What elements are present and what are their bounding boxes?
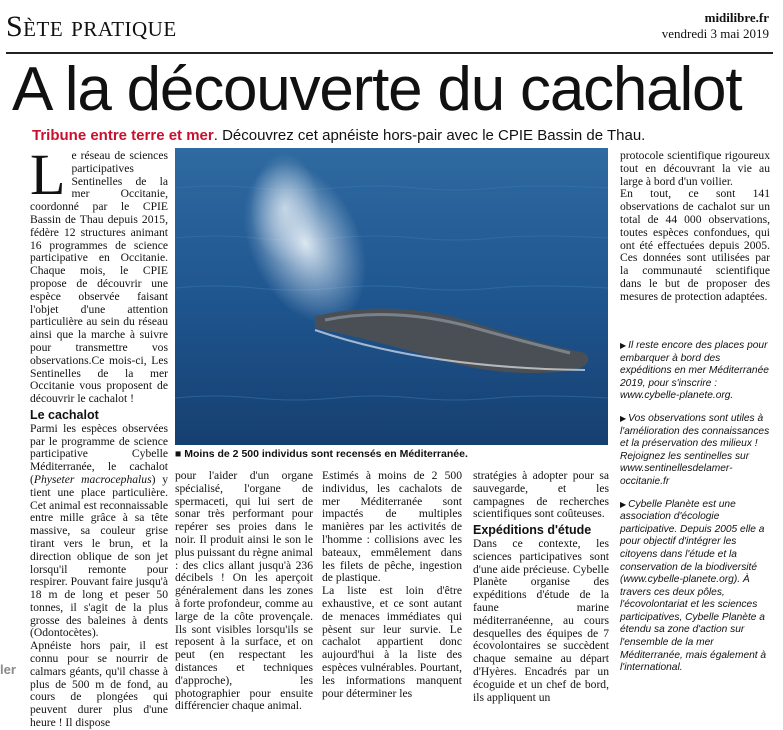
column-5 <box>620 150 770 304</box>
vulnerable-paragraph: La liste est loin d'être exhaustive, et ce sont autant de menaces immédiates qui pèsent sur leur survie. Le cachalot appartient donc aujourd'hui à la liste des espèces vulnérables. Pourtant, les informations manquent pour déterminer les <box>322 584 462 700</box>
section-heading-expeditions: Expéditions d'étude <box>473 523 592 538</box>
sidebar-notes <box>620 340 770 685</box>
spermaceti-paragraph: pour l'aider d'un organe spécialisé, l'organe de spermaceti, qui lui sert de sonar très performant pour repérer ses proies dans le noir. Il produit ainsi le son le plus puissant du règne animal : des clics allant jusqu'à 236 décibels ! On les aperçoit généralement dans les zones à forte profondeur, comme au large de la côte provençale. Ils sont visibles lorsqu'ils se reposent à la surface, et on peut (en respectant les distances et techniques d'approche), les photographier pour ensuite différencier chaque animal. <box>175 469 313 713</box>
triangle-icon: ▶ <box>620 413 627 423</box>
lede-kicker: Tribune entre terre et mer <box>32 127 214 144</box>
sidebar-note-3: ▶ Cybelle Planète est une association d'écologie participative. Depuis 2005 elle a pour objectif d'intégrer les citoyens dans l'étude et la conservation de la biodiversité (www.cybelle-planete.org). À travers ces deux pôles, l'écovolontariat et les sciences participatives, Cybelle Planète a étendu sa zone d'action sur l'ensemble de la mer Méditerranée, mais également à l'international. <box>620 498 767 674</box>
species-name: Physeter macrocephalus <box>33 472 152 486</box>
drop-cap: L <box>30 142 66 207</box>
lede <box>32 127 645 144</box>
photo-caption: ■ Moins de 2 500 individus sont recensés en Méditerranée. <box>175 448 468 460</box>
apneist-paragraph: Apnéiste hors pair, il est connu pour se nourrir de calmars géants, qu'il chasse à plus de 500 m de fond, au cours de plongées qui peuvent durer plus d'une heure ! Il dispose <box>30 639 168 730</box>
column-2 <box>175 470 313 713</box>
expeditions-paragraph: Dans ce contexte, les sciences participatives sont d'une aide précieuse. Cybelle Planète organise des expéditions d'étude de la faune marine méditerranéenne, au cours desquelles des équipes de 7 écovolontaires se succèdent chaque semaine au départ d'Hyères. Encadrés par un écoguide et un chef de bord, ils appliquent un <box>473 536 609 704</box>
sidebar-note-1: ▶ Il reste encore des places pour embarquer à bord des expéditions en mer Méditerranée 2019, pour s'inscrire : www.cybelle-planete.org. <box>620 340 769 402</box>
source-block <box>662 10 769 42</box>
edge-fragment: ler <box>0 662 16 677</box>
strategy-paragraph: stratégies à adopter pour sa sauvegarde, et les campagnes de recherches scientifiques sont coûteuses. <box>473 469 609 521</box>
sidebar-note-2: ▶ Vos observations sont utiles à l'amélioration des connaissances et la préservation des milieux ! Rejoignez les sentinelles sur www.sentinellesdelamer-occitanie.fr <box>620 412 770 487</box>
section-rubric: Sète pratique <box>6 10 177 43</box>
column-3 <box>322 470 462 700</box>
column-4 <box>473 470 609 704</box>
triangle-icon: ▶ <box>620 499 627 509</box>
publication-date: vendredi 3 mai 2019 <box>661 26 769 41</box>
lede-text: . Découvrez cet apnéiste hors-pair avec le CPIE Bassin de Thau. <box>213 127 646 144</box>
protocol-paragraph: protocole scientifique rigoureux tout en découvrant la vie au large à bord d'un voilier. <box>620 149 770 188</box>
observations-paragraph: En tout, ce sont 141 observations de cachalot sur un total de 44 000 observations, toutes espèces confondues, qui ont été effectuées depuis 2005. Ces données sont utilisées par la communauté scientifique dans le but de proposer des mesures de protection adaptées. <box>620 187 770 303</box>
cachalot-paragraph: Parmi les espèces observées par le programme de science participative Cybelle Méditerranée, le cachalot (Physeter macrocephalus) y tient une place particulière. Cet animal est reconnaissable entre mille grâce à sa tête massive, sa couleur grise tirant vers le brun, et la direction oblique de son jet lorsqu'il remonte pour respirer. Pouvant faire jusqu'à 18 m de long et peser 50 tonnes, il s'agit de la plus grosse des baleines à dents (Odontocètes). <box>30 421 168 640</box>
headline: A la découverte du cachalot <box>12 55 742 124</box>
column-1 <box>30 142 168 730</box>
intro-paragraph: e réseau de sciences participatives Sentinelles de la mer Occitanie, coordonné par le CPIE Bassin de Thau depuis 2015, fédère 12 structures animant 16 programmes de science participative en Occitanie. Chaque mois, le CPIE propose de découvrir une espèce observée faisant l'objet d'une attention particulière au sein du réseau ainsi que la marche à suivre pour transmettre vos observations.Ce mois-ci, Les Sentinelles de la mer Occitanie vous proposent de découvrir le cachalot ! <box>30 149 168 406</box>
threats-paragraph: Estimés à moins de 2 500 individus, les cachalots de mer Méditerranée sont impactés de multiples manières par les activités de l'homme : collisions avec les bateaux, emmêlement dans les filets de pêche, ingestion de plastique. <box>322 469 462 585</box>
triangle-icon: ▶ <box>620 341 627 350</box>
section-heading-cachalot: Le cachalot <box>30 407 99 422</box>
site-name: midilibre.fr <box>704 10 769 25</box>
whale-photo <box>175 148 608 445</box>
whale-photo-illustration <box>175 148 608 445</box>
